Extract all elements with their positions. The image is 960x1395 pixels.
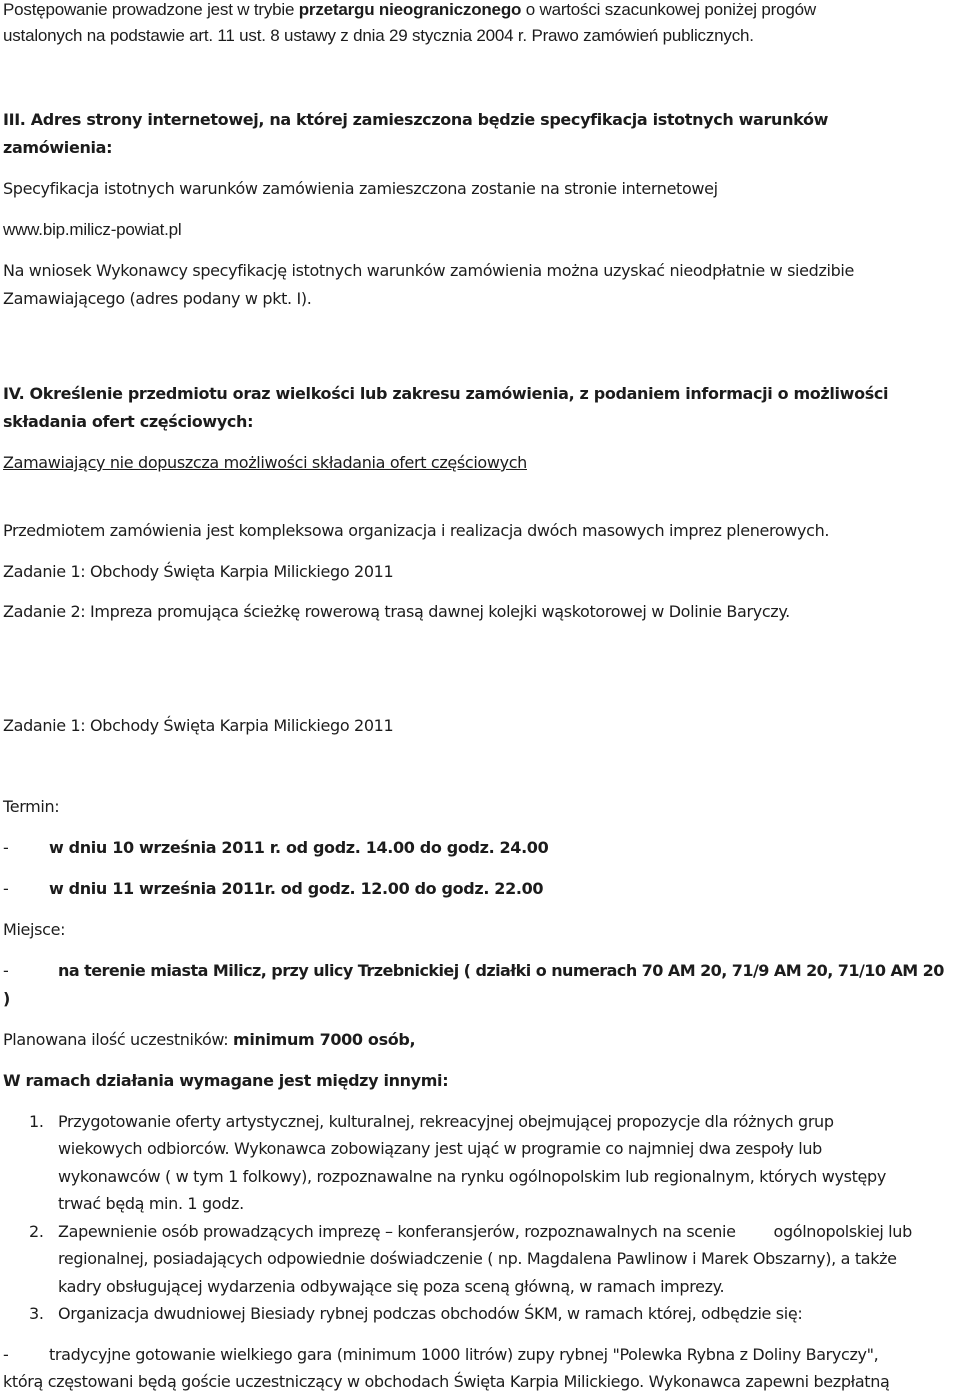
order-subject: Przedmiotem zamówienia jest kompleksowa organizacja i realizacja dwóch masowych imprez plenerowych. — [3, 521, 830, 540]
term-1: w dniu 10 września 2011 r. od godz. 14.00 do godz. 24.00 — [49, 838, 549, 857]
section-4-heading-line-1: IV. Określenie przedmiotu oraz wielkości lub zakresu zamówienia, z podaniem informacji o możliwości — [3, 384, 889, 403]
task-1-heading: Zadanie 1: Obchody Święta Karpia Milickiego 2011 — [3, 716, 394, 735]
no-partial-offers: Zamawiający nie dopuszcza możliwości składania ofert częściowych — [3, 453, 527, 472]
intro-text: Postępowanie prowadzone jest w trybie — [3, 0, 299, 19]
place-label: Miejsce: — [3, 920, 66, 939]
intro-text-cont: o wartości szacunkowej poniżej progów — [521, 0, 816, 19]
procedure-type: przetargu nieograniczonego — [298, 0, 522, 19]
task-1: Zadanie 1: Obchody Święta Karpia Milickiego 2011 — [3, 562, 394, 581]
section-4-heading-line-2: składania ofert częściowych: — [3, 412, 254, 431]
participants-count: minimum 7000 osób, — [233, 1030, 416, 1049]
section-3-heading-line-2: zamówienia: — [3, 138, 113, 157]
soup-text-line-1: tradycyjne gotowanie wielkiego gara (minimum 1000 litrów) zupy rybnej "Polewka Rybna z Doliny Baryczy", — [49, 1345, 879, 1364]
siwz-info: Specyfikacja istotnych warunków zamówienia zamieszczona zostanie na stronie internetowej — [3, 179, 718, 198]
task-2: Zadanie 2: Impreza promująca ścieżkę rowerową trasą dawnej kolejki wąskotorowej w Dolinie Baryczy. — [3, 602, 790, 621]
request-info-line-2: Zamawiającego (adres podany w pkt. I). — [3, 289, 312, 308]
place-end: ) — [3, 989, 10, 1008]
section-3-heading-line-1: III. Adres strony internetowej, na której zamieszczona będzie specyfikacja istotnych warunków — [3, 110, 829, 129]
requirements-heading: W ramach działania wymagane jest między innymi: — [3, 1071, 449, 1090]
list-item-number: 2. — [29, 1222, 44, 1241]
place: na terenie miasta Milicz, przy ulicy Trzebnickiej ( działki o numerach 70 AM 20, 71/9 AM 20, 71/10 AM 20 — [58, 961, 944, 980]
soup-text-line-2: którą częstowani będą goście uczestniczący w obchodach Święta Karpia Milickiego. Wykonawca zapewni bezpłatną — [3, 1372, 890, 1391]
intro-line-2: ustalonych na podstawie art. 11 ust. 8 ustawy z dnia 29 stycznia 2004 r. Prawo zamówień publicznych. — [3, 26, 754, 45]
term-label: Termin: — [3, 797, 60, 816]
list-item-number: 1. — [29, 1112, 44, 1131]
list-item-number: 3. — [29, 1304, 44, 1323]
intro-line-1 — [3, 0, 816, 23]
participants: Planowana ilość uczestników: minimum 7000 osób, — [3, 1030, 416, 1049]
term-2: w dniu 11 września 2011r. od godz. 12.00 do godz. 22.00 — [49, 879, 544, 898]
bip-url: www.bip.milicz-powiat.pl — [3, 220, 182, 239]
request-info-line-1: Na wniosek Wykonawcy specyfikację istotnych warunków zamówienia można uzyskać nieodpłatnie w siedzibie — [3, 261, 854, 280]
